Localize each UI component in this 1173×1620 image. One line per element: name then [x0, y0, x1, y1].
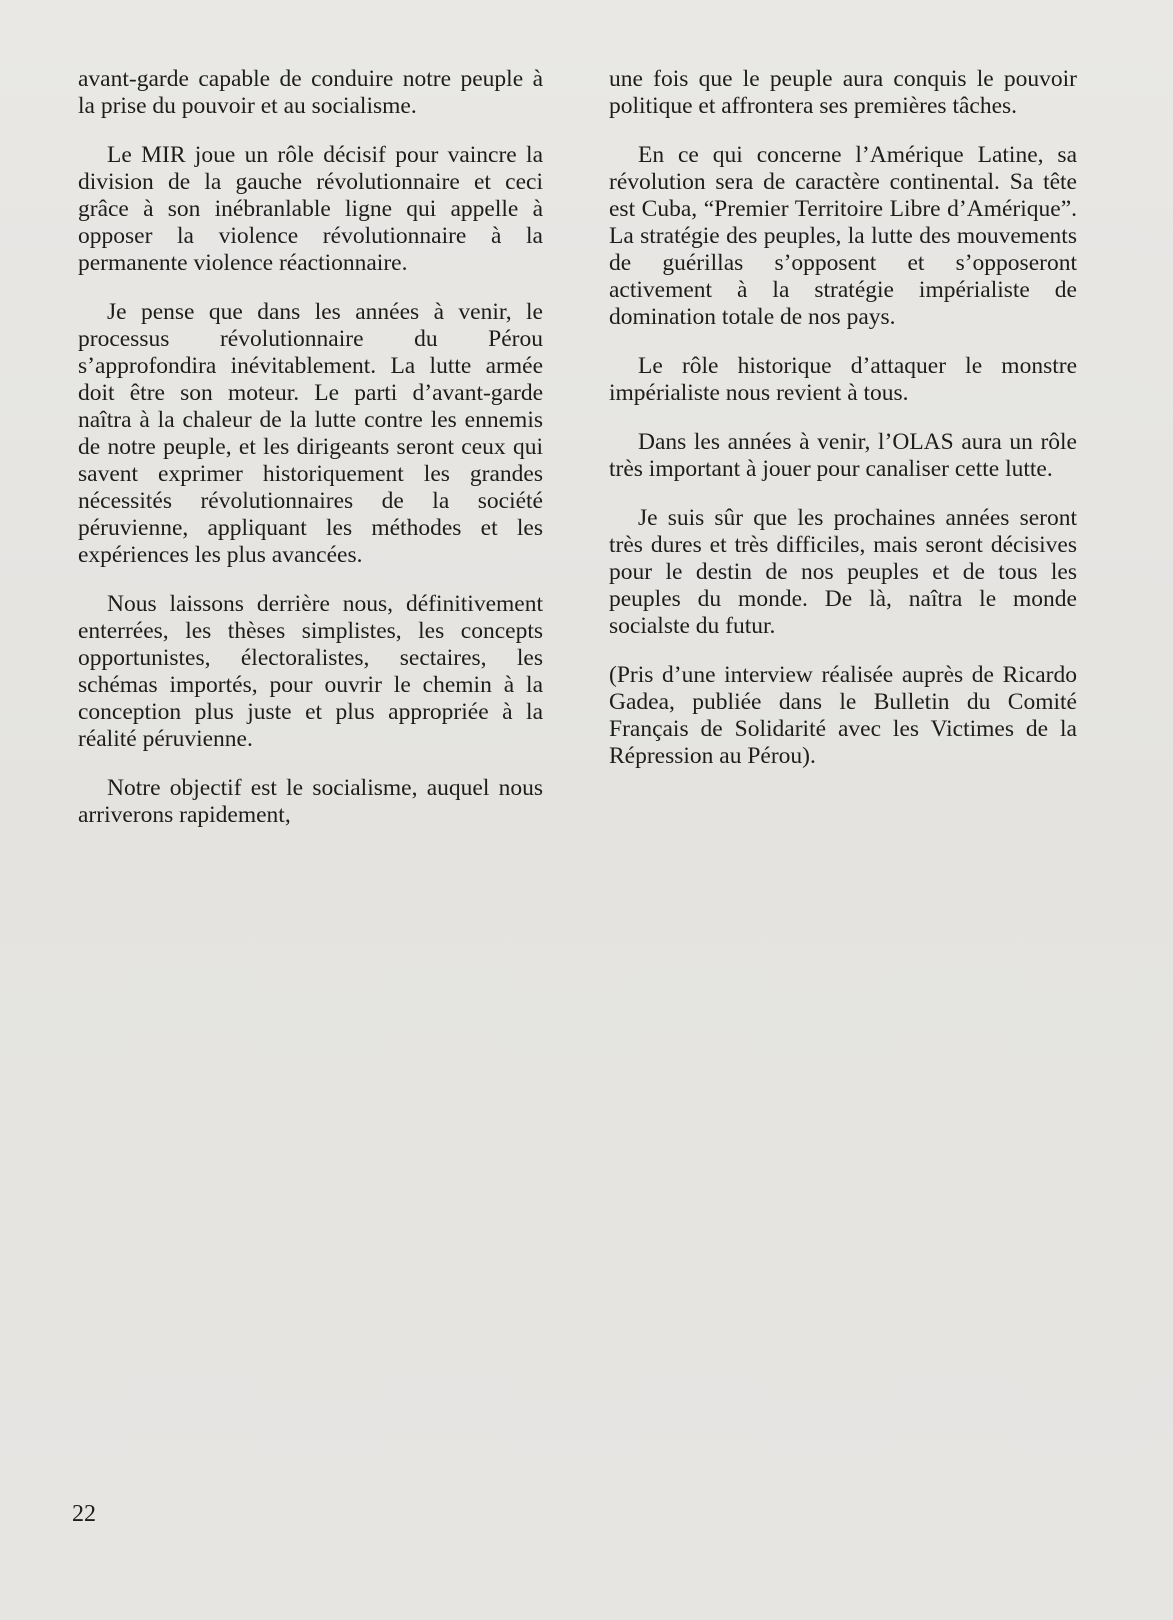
source-note: (Pris d’une interview réalisée auprès de Ricardo Gadea, publiée dans le Bulletin du Comité Français de Solidarité avec les Victimes de la Répression au Pérou).: [609, 662, 1077, 769]
paragraph: Je suis sûr que les prochaines années seront très dures et très difficiles, mais seront décisives pour le destin de nos peuples et de tous les peuples du monde. De là, naîtra le monde socialste du futur.: [609, 505, 1077, 639]
paragraph: Je pense que dans les années à venir, le processus révolutionnaire du Pérou s’approfondira inévitablement. La lutte armée doit être son moteur. Le parti d’avant-garde naîtra à la chaleur de la lutte contre les ennemis de notre peuple, et les dirigeants seront ceux qui savent exprimer historiquement les grandes nécessités révolutionnaires de la société péruvienne, appliquant les méthodes et les expériences les plus avancées.: [78, 299, 543, 568]
left-column: [78, 66, 543, 851]
paragraph: En ce qui concerne l’Amérique Latine, sa révolution sera de caractère continental. Sa tête est Cuba, “Premier Territoire Libre d’Amérique”. La stratégie des peuples, la lutte des mouvements de guérillas s’opposent et s’opposeront activement à la stratégie impérialiste de domination totale de nos pays.: [609, 142, 1077, 330]
paragraph: Nous laissons derrière nous, définitivement enterrées, les thèses simplistes, les concepts opportunistes, électoralistes, sectaires, les schémas importés, pour ouvrir le chemin à la conception plus juste et plus appropriée à la réalité péruvienne.: [78, 591, 543, 752]
paragraph: avant-garde capable de conduire notre peuple à la prise du pouvoir et au socialisme.: [78, 66, 543, 119]
paragraph: Dans les années à venir, l’OLAS aura un rôle très important à jouer pour canaliser cette lutte.: [609, 429, 1077, 482]
paragraph: Le rôle historique d’attaquer le monstre impérialiste nous revient à tous.: [609, 353, 1077, 406]
paragraph: Le MIR joue un rôle décisif pour vaincre la division de la gauche révolutionnaire et ceci grâce à son inébranlable ligne qui appelle à opposer la violence révolutionnaire à la permanente violence réactionnaire.: [78, 142, 543, 276]
right-column: [609, 66, 1077, 792]
page-number: 22: [72, 1501, 96, 1527]
paragraph: une fois que le peuple aura conquis le pouvoir politique et affrontera ses premières tâches.: [609, 66, 1077, 119]
paragraph: Notre objectif est le socialisme, auquel nous arriverons rapidement,: [78, 775, 543, 828]
